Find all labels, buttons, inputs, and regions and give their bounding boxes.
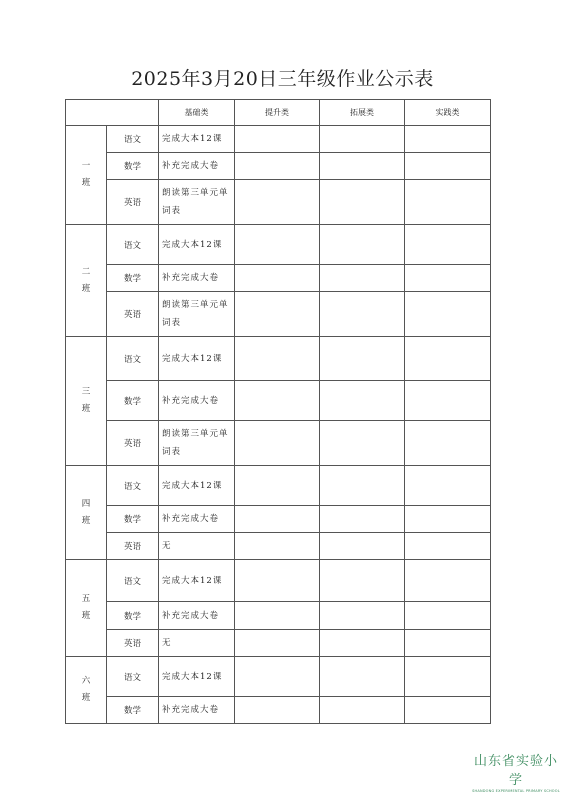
table-row bbox=[66, 506, 491, 533]
improve-homework-cell bbox=[235, 180, 320, 225]
class-name-cell: 六 班 bbox=[66, 657, 107, 724]
table-row bbox=[66, 337, 491, 381]
practice-homework-cell bbox=[405, 153, 491, 180]
class-name-cell: 五 班 bbox=[66, 560, 107, 657]
improve-homework-cell bbox=[235, 697, 320, 724]
extend-homework-cell bbox=[320, 265, 405, 292]
extend-homework-cell bbox=[320, 126, 405, 153]
basic-homework-cell: 完成大本12课 bbox=[159, 657, 235, 697]
header-extend: 拓展类 bbox=[320, 100, 405, 126]
subject-cell: 语文 bbox=[107, 126, 159, 153]
basic-homework-cell: 朗读第三单元单词表 bbox=[159, 421, 235, 466]
extend-homework-cell bbox=[320, 153, 405, 180]
basic-homework-cell: 无 bbox=[159, 630, 235, 657]
table-row bbox=[66, 466, 491, 506]
improve-homework-cell bbox=[235, 337, 320, 381]
header-row bbox=[66, 100, 491, 126]
header-practice: 实践类 bbox=[405, 100, 491, 126]
header-improve: 提升类 bbox=[235, 100, 320, 126]
improve-homework-cell bbox=[235, 225, 320, 265]
practice-homework-cell bbox=[405, 381, 491, 421]
improve-homework-cell bbox=[235, 533, 320, 560]
subject-cell: 英语 bbox=[107, 630, 159, 657]
subject-cell: 语文 bbox=[107, 657, 159, 697]
subject-cell: 数学 bbox=[107, 153, 159, 180]
practice-homework-cell bbox=[405, 602, 491, 630]
table-row bbox=[66, 533, 491, 560]
extend-homework-cell bbox=[320, 466, 405, 506]
subject-cell: 语文 bbox=[107, 466, 159, 506]
improve-homework-cell bbox=[235, 630, 320, 657]
school-logo-en: SHANDONG EXPERIMENTAL PRIMARY SCHOOL bbox=[472, 789, 560, 793]
extend-homework-cell bbox=[320, 630, 405, 657]
practice-homework-cell bbox=[405, 697, 491, 724]
practice-homework-cell bbox=[405, 421, 491, 466]
improve-homework-cell bbox=[235, 506, 320, 533]
extend-homework-cell bbox=[320, 657, 405, 697]
extend-homework-cell bbox=[320, 602, 405, 630]
page-title: 2025年3月20日三年级作业公示表 bbox=[131, 68, 434, 90]
improve-homework-cell bbox=[235, 657, 320, 697]
practice-homework-cell bbox=[405, 630, 491, 657]
subject-cell: 英语 bbox=[107, 180, 159, 225]
table-row bbox=[66, 697, 491, 724]
table-row bbox=[66, 153, 491, 180]
subject-cell: 数学 bbox=[107, 381, 159, 421]
practice-homework-cell bbox=[405, 560, 491, 602]
subject-cell: 语文 bbox=[107, 337, 159, 381]
subject-cell: 英语 bbox=[107, 292, 159, 337]
subject-cell: 语文 bbox=[107, 560, 159, 602]
table-row bbox=[66, 180, 491, 225]
class-name-cell: 四 班 bbox=[66, 466, 107, 560]
subject-cell: 数学 bbox=[107, 697, 159, 724]
improve-homework-cell bbox=[235, 265, 320, 292]
improve-homework-cell bbox=[235, 560, 320, 602]
header-corner bbox=[66, 100, 159, 126]
extend-homework-cell bbox=[320, 506, 405, 533]
extend-homework-cell bbox=[320, 697, 405, 724]
basic-homework-cell: 朗读第三单元单词表 bbox=[159, 180, 235, 225]
table-row bbox=[66, 630, 491, 657]
extend-homework-cell bbox=[320, 421, 405, 466]
subject-cell: 英语 bbox=[107, 533, 159, 560]
table-row bbox=[66, 657, 491, 697]
subject-cell: 数学 bbox=[107, 506, 159, 533]
basic-homework-cell: 补充完成大卷 bbox=[159, 381, 235, 421]
basic-homework-cell: 朗读第三单元单词表 bbox=[159, 292, 235, 337]
basic-homework-cell: 补充完成大卷 bbox=[159, 506, 235, 533]
practice-homework-cell bbox=[405, 292, 491, 337]
improve-homework-cell bbox=[235, 126, 320, 153]
practice-homework-cell bbox=[405, 225, 491, 265]
extend-homework-cell bbox=[320, 225, 405, 265]
basic-homework-cell: 补充完成大卷 bbox=[159, 697, 235, 724]
class-name-cell: 一 班 bbox=[66, 126, 107, 225]
table-row bbox=[66, 225, 491, 265]
table-row bbox=[66, 381, 491, 421]
practice-homework-cell bbox=[405, 466, 491, 506]
basic-homework-cell: 补充完成大卷 bbox=[159, 153, 235, 180]
school-logo bbox=[470, 750, 562, 793]
basic-homework-cell: 完成大本12课 bbox=[159, 560, 235, 602]
practice-homework-cell bbox=[405, 657, 491, 697]
basic-homework-cell: 无 bbox=[159, 533, 235, 560]
extend-homework-cell bbox=[320, 337, 405, 381]
subject-cell: 英语 bbox=[107, 421, 159, 466]
header-basic: 基础类 bbox=[159, 100, 235, 126]
basic-homework-cell: 完成大本12课 bbox=[159, 337, 235, 381]
table-row bbox=[66, 265, 491, 292]
improve-homework-cell bbox=[235, 153, 320, 180]
table-row bbox=[66, 421, 491, 466]
extend-homework-cell bbox=[320, 180, 405, 225]
improve-homework-cell bbox=[235, 466, 320, 506]
table-row bbox=[66, 292, 491, 337]
class-name-cell: 二 班 bbox=[66, 225, 107, 337]
table-row bbox=[66, 602, 491, 630]
practice-homework-cell bbox=[405, 506, 491, 533]
extend-homework-cell bbox=[320, 381, 405, 421]
practice-homework-cell bbox=[405, 533, 491, 560]
improve-homework-cell bbox=[235, 381, 320, 421]
practice-homework-cell bbox=[405, 337, 491, 381]
basic-homework-cell: 补充完成大卷 bbox=[159, 265, 235, 292]
improve-homework-cell bbox=[235, 421, 320, 466]
subject-cell: 数学 bbox=[107, 602, 159, 630]
basic-homework-cell: 完成大本12课 bbox=[159, 126, 235, 153]
subject-cell: 数学 bbox=[107, 265, 159, 292]
practice-homework-cell bbox=[405, 180, 491, 225]
homework-table bbox=[65, 99, 491, 724]
extend-homework-cell bbox=[320, 292, 405, 337]
table-row bbox=[66, 126, 491, 153]
basic-homework-cell: 补充完成大卷 bbox=[159, 602, 235, 630]
practice-homework-cell bbox=[405, 126, 491, 153]
basic-homework-cell: 完成大本12课 bbox=[159, 466, 235, 506]
subject-cell: 语文 bbox=[107, 225, 159, 265]
extend-homework-cell bbox=[320, 533, 405, 560]
basic-homework-cell: 完成大本12课 bbox=[159, 225, 235, 265]
extend-homework-cell bbox=[320, 560, 405, 602]
school-logo-cn: 山东省实验小学 bbox=[473, 754, 558, 788]
table-row bbox=[66, 560, 491, 602]
improve-homework-cell bbox=[235, 602, 320, 630]
practice-homework-cell bbox=[405, 265, 491, 292]
class-name-cell: 三 班 bbox=[66, 337, 107, 466]
improve-homework-cell bbox=[235, 292, 320, 337]
